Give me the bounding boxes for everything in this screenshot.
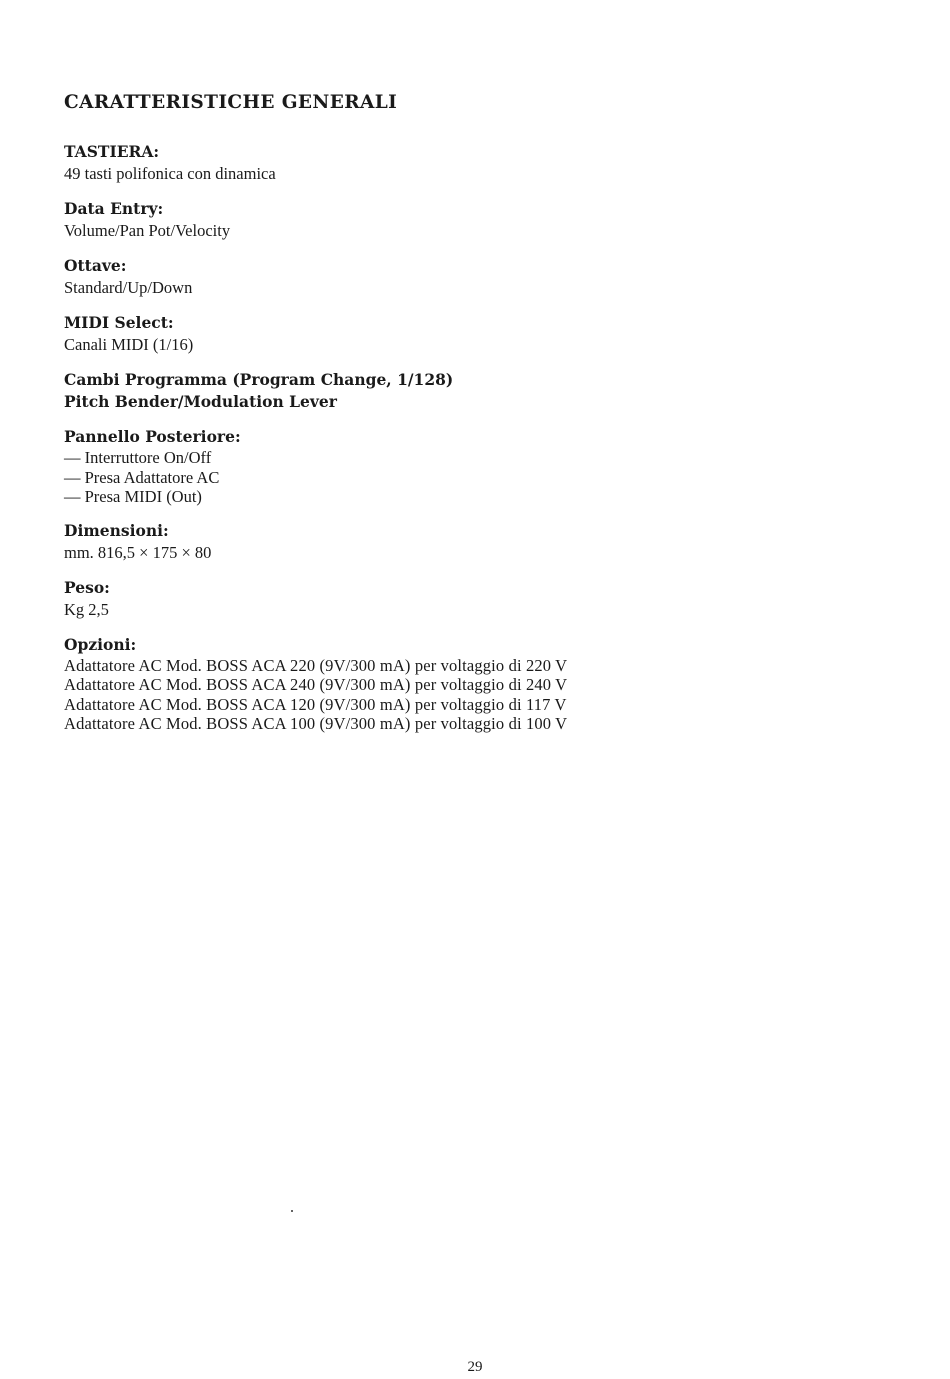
section-heading: MIDI Select: (64, 313, 174, 332)
spec-page (64, 91, 884, 747)
section-dimensions (64, 520, 884, 564)
list-item: Adattatore AC Mod. BOSS ACA 220 (9V/300 mA) per voltaggio di 220 V (64, 655, 568, 675)
section-data-entry (64, 198, 884, 242)
page-number: 29 (467, 1359, 483, 1375)
list-item: Adattatore AC Mod. BOSS ACA 120 (9V/300 mA) per voltaggio di 117 V (64, 694, 567, 714)
section-value: Standard/Up/Down (64, 278, 193, 297)
section-heading: Pannello Posteriore: (64, 427, 241, 446)
section-value: 49 tasti polifonica con dinamica (64, 164, 276, 183)
section-value: mm. 816,5 × 175 × 80 (64, 542, 212, 562)
section-value: Volume/Pan Pot/Velocity (64, 221, 231, 240)
list-item: — Interruttore On/Off (64, 448, 212, 467)
section-heading: Pitch Bender/Modulation Lever (64, 392, 337, 411)
section-value: Canali MIDI (1/16) (64, 335, 194, 354)
list-item: — Presa Adattatore AC (64, 467, 220, 487)
list-item: Adattatore AC Mod. BOSS ACA 100 (9V/300 mA) per voltaggio di 100 V (64, 714, 568, 733)
page-title: CARATTERISTICHE GENERALI (64, 92, 398, 113)
section-heading: Data Entry: (64, 199, 164, 218)
section-rear-panel (64, 426, 884, 507)
section-octaves (64, 255, 884, 299)
section-heading: Cambi Programma (Program Change, 1/128) (64, 370, 454, 389)
section-program-change (64, 369, 884, 413)
section-heading: Ottave: (64, 256, 127, 275)
scan-speck (291, 1210, 293, 1212)
section-weight (64, 577, 884, 621)
section-heading: Peso: (64, 577, 110, 597)
section-heading: TASTIERA: (64, 142, 160, 161)
section-keyboard (64, 141, 884, 185)
section-midi-select (64, 312, 884, 356)
list-item: — Presa MIDI (Out) (64, 487, 202, 506)
section-heading: Opzioni: (64, 634, 137, 654)
section-heading: Dimensioni: (64, 520, 169, 540)
list-item: Adattatore AC Mod. BOSS ACA 240 (9V/300 mA) per voltaggio di 240 V (64, 675, 568, 694)
section-options (64, 634, 884, 734)
section-value: Kg 2,5 (64, 599, 109, 619)
